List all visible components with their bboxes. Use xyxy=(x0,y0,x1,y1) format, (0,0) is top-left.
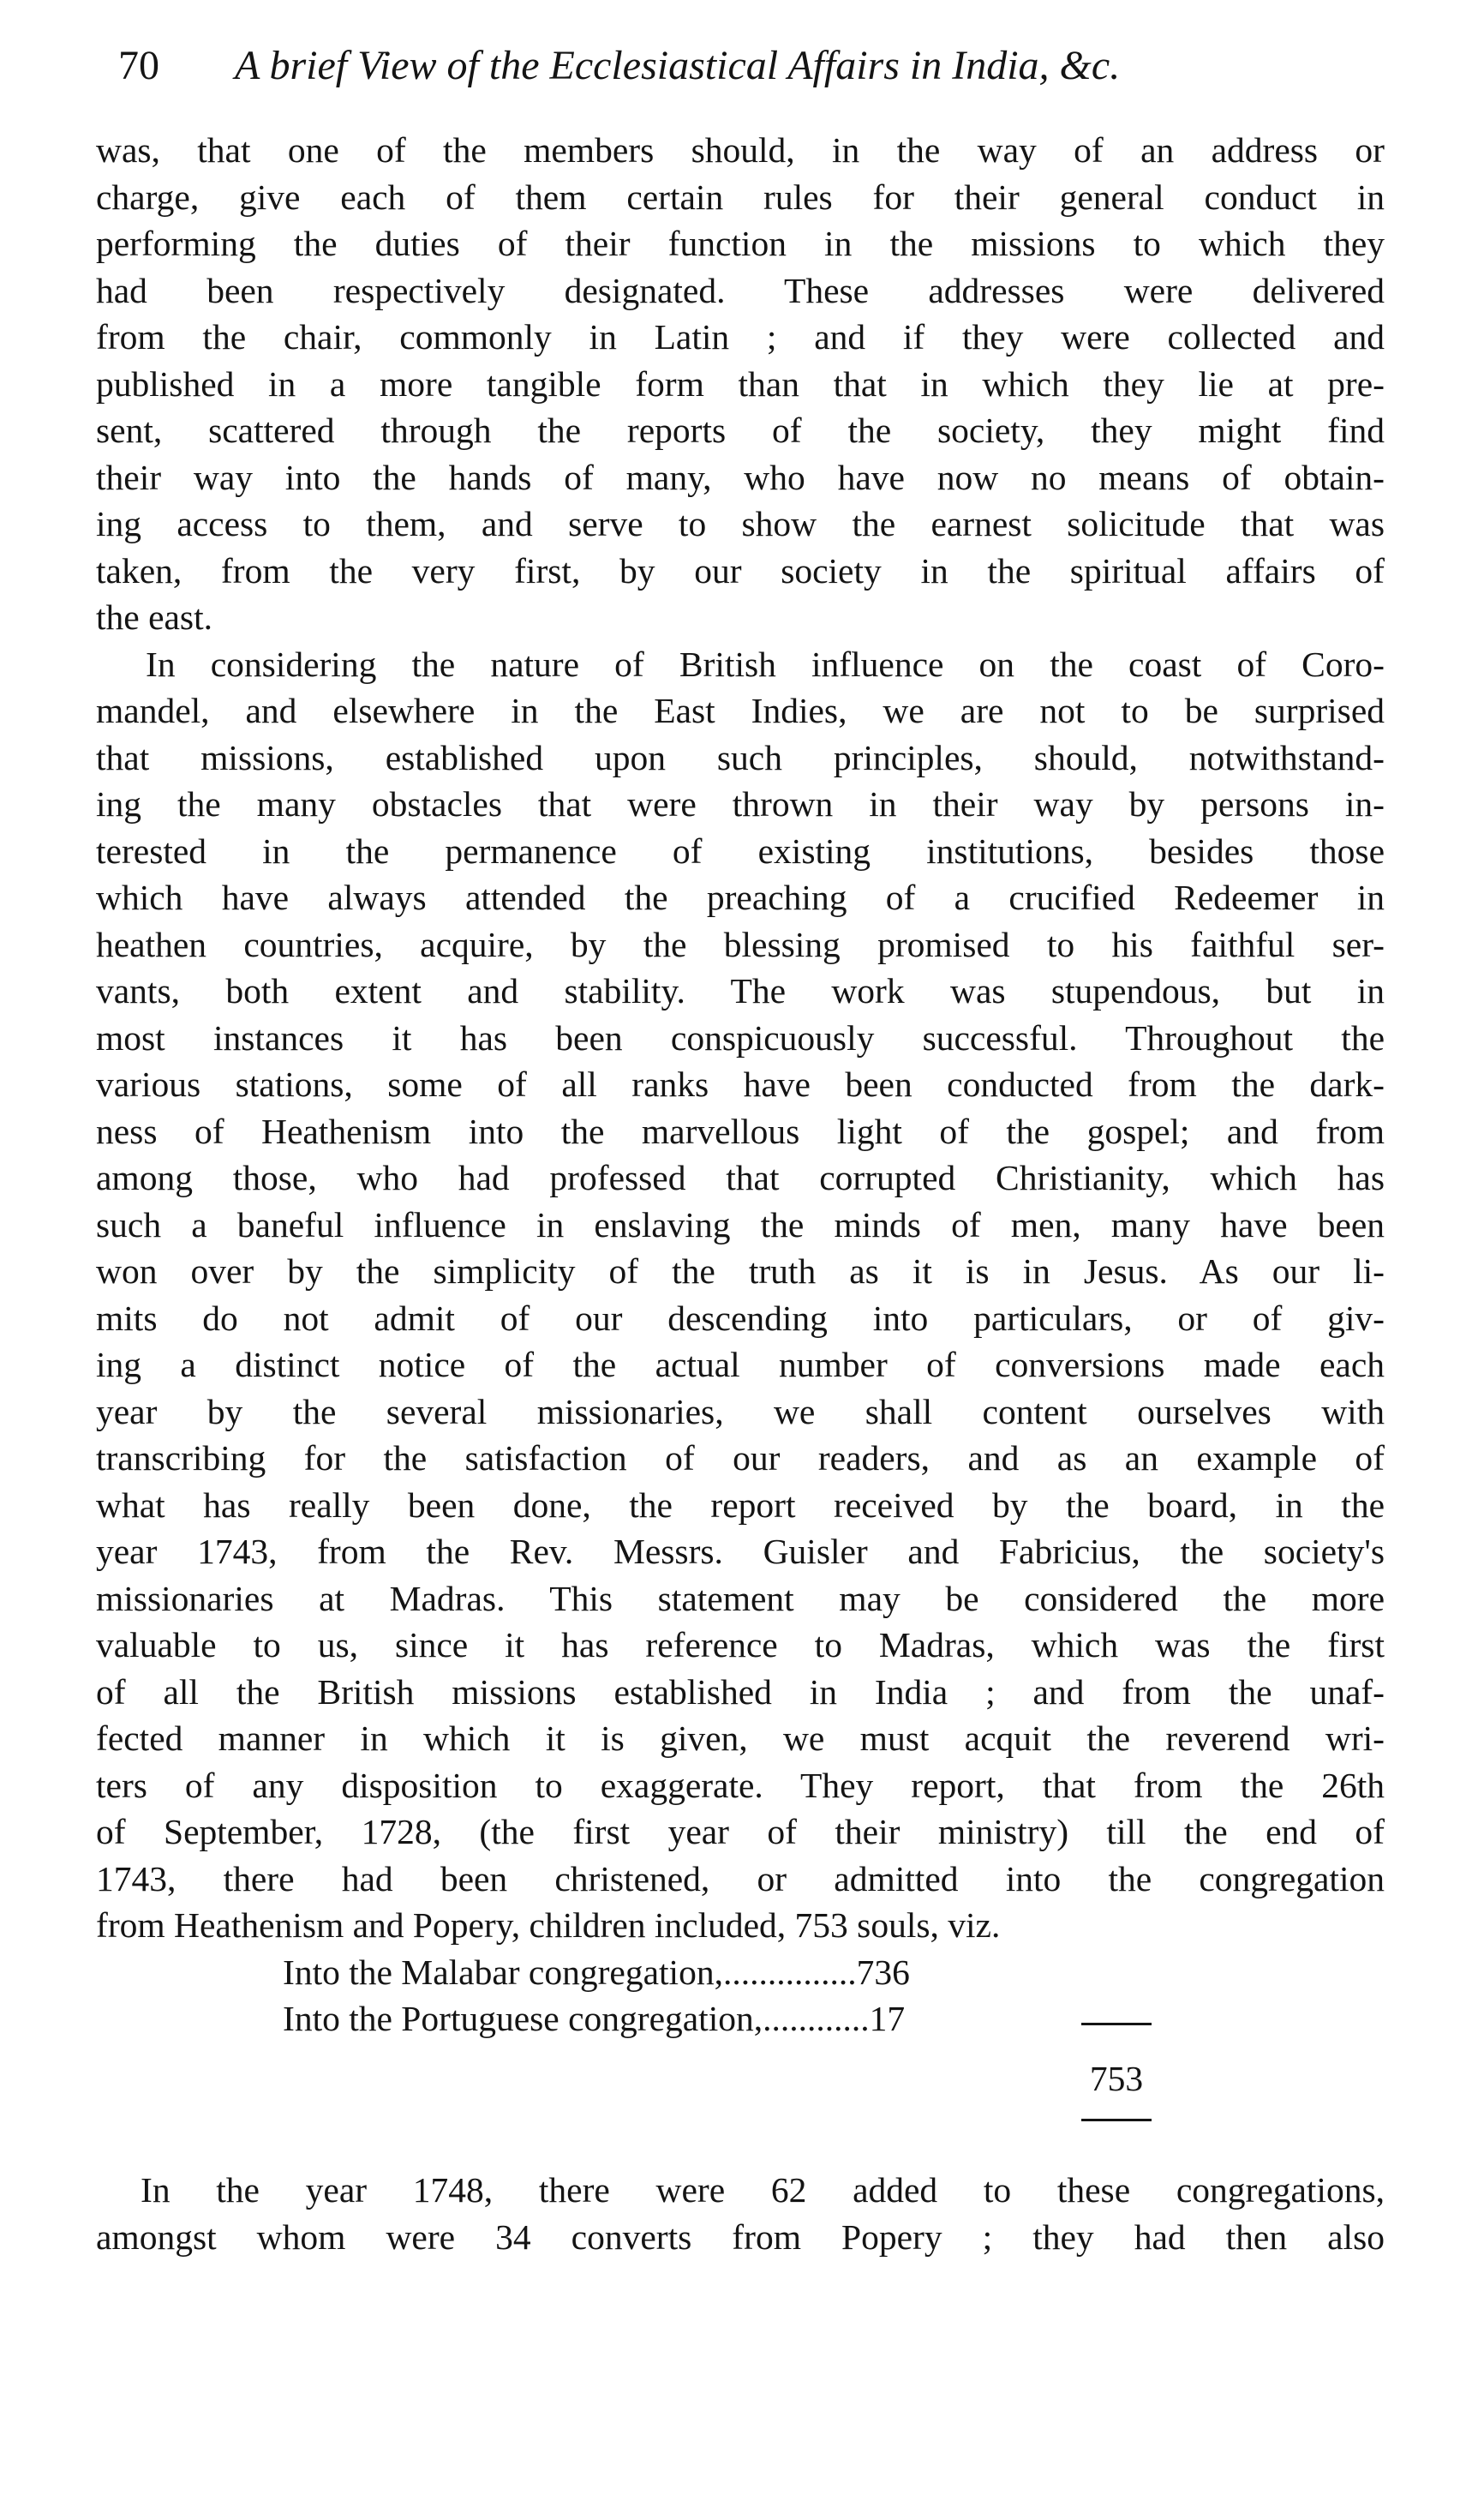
text-line: that missions, established upon such principles, should, notwithstand- xyxy=(96,737,1385,777)
text-line: taken, from the very first, by our society in the spiritual affairs of xyxy=(96,550,1385,591)
text-line: vants, both extent and stability. The work was stupendous, but in xyxy=(96,971,1385,1011)
ledger-total: 753 xyxy=(1089,2059,1144,2098)
ledger-row-portuguese xyxy=(96,1995,1385,2042)
text-line: was, that one of the members should, in the way of an address or xyxy=(96,130,1385,170)
paragraph-2 xyxy=(96,641,1385,1949)
text-line: heathen countries, acquire, by the blessing promised to his faithful ser- xyxy=(96,924,1385,964)
text-line: from Heathenism and Popery, children included, 753 souls, viz. xyxy=(96,1905,1001,1945)
text-line: ters of any disposition to exaggerate. They report, that from the 26th xyxy=(96,1765,1385,1805)
text-line: their way into the hands of many, who have now no means of obtain- xyxy=(96,457,1385,497)
ledger-label: Into the Malabar congregation,............... xyxy=(283,1952,857,1992)
page-number: 70 xyxy=(118,43,159,88)
sum-rule-bottom xyxy=(1081,2119,1152,2121)
ledger-label: Into the Portuguese congregation,............ xyxy=(283,1999,870,2038)
text-line: of all the British missions established in India ; and from the unaf- xyxy=(96,1671,1385,1712)
conversion-ledger xyxy=(96,1949,1385,2042)
text-line: among those, who had professed that corrupted Christianity, which has xyxy=(96,1158,1385,1197)
text-line: mits do not admit of our descending into particulars, or of giv- xyxy=(96,1298,1385,1338)
running-title: A brief View of the Ecclesiastical Affairs in India, &c. xyxy=(235,43,1121,88)
ledger-row-malabar xyxy=(96,1949,1385,1996)
text-line: had been respectively designated. These addresses were delivered xyxy=(96,270,1385,310)
text-line: ing the many obstacles that were thrown in their way by persons in- xyxy=(96,784,1385,824)
text-line: missionaries at Madras. This statement may be considered the more xyxy=(96,1578,1385,1618)
ledger-amount: 17 xyxy=(869,1999,906,2038)
paragraph-3 xyxy=(96,2167,1385,2260)
text-line: ing access to them, and serve to show the earnest solicitude that was xyxy=(96,504,1385,543)
text-line: from the chair, commonly in Latin ; and if they were collected and xyxy=(96,317,1385,357)
text-line: year by the several missionaries, we shall content ourselves with xyxy=(96,1391,1385,1431)
text-line: what has really been done, the report received by the board, in the xyxy=(96,1484,1385,1525)
text-line: year 1743, from the Rev. Messrs. Guisler and Fabricius, the society's xyxy=(96,1532,1385,1571)
page-header xyxy=(118,36,1385,96)
text-line: which have always attended the preaching of a crucified Redeemer in xyxy=(96,878,1385,917)
text-line: such a baneful influence in enslaving the minds of men, many have been xyxy=(96,1204,1385,1245)
text-line: ing a distinct notice of the actual number of conversions made each xyxy=(96,1345,1385,1384)
text-line: published in a more tangible form than that in which they lie at pre- xyxy=(96,363,1385,404)
text-line: mandel, and elsewhere in the East Indies, we are not to be surprised xyxy=(96,691,1385,730)
paragraph-1 xyxy=(96,127,1385,641)
text-line: the east. xyxy=(96,597,212,637)
text-line: various stations, some of all ranks have been conducted from the dark- xyxy=(96,1065,1385,1104)
text-line: valuable to us, since it has reference to Madras, which was the first xyxy=(96,1625,1385,1664)
text-line: sent, scattered through the reports of the society, they might find xyxy=(96,411,1385,450)
text-line: charge, give each of them certain rules for their general conduct in xyxy=(96,177,1385,217)
text-line: In the year 1748, there were 62 added to these congregations, xyxy=(141,2170,1385,2210)
text-line: In considering the nature of British influence on the coast of Coro- xyxy=(146,644,1385,684)
text-line: 1743, there had been christened, or admitted into the congregation xyxy=(96,1858,1385,1898)
sum-rule-top xyxy=(1081,2023,1152,2025)
text-line: won over by the simplicity of the truth as it is in Jesus. As our li- xyxy=(96,1251,1385,1291)
text-line: of September, 1728, (the first year of their ministry) till the end of xyxy=(96,1812,1385,1851)
text-line: ness of Heathenism into the marvellous light of the gospel; and from xyxy=(96,1111,1385,1151)
text-line: performing the duties of their function in the missions to which they xyxy=(96,224,1385,263)
text-line: fected manner in which it is given, we must acquit the reverend wri- xyxy=(96,1718,1385,1758)
text-line: amongst whom were 34 converts from Popery ; they had then also xyxy=(96,2216,1385,2257)
body-text xyxy=(96,127,1385,2042)
text-line: terested in the permanence of existing institutions, besides those xyxy=(96,831,1385,871)
text-line: most instances it has been conspicuously successful. Throughout the xyxy=(96,1017,1385,1058)
ledger-amount: 736 xyxy=(856,1952,910,1992)
text-line: transcribing for the satisfaction of our readers, and as an example of xyxy=(96,1438,1385,1478)
